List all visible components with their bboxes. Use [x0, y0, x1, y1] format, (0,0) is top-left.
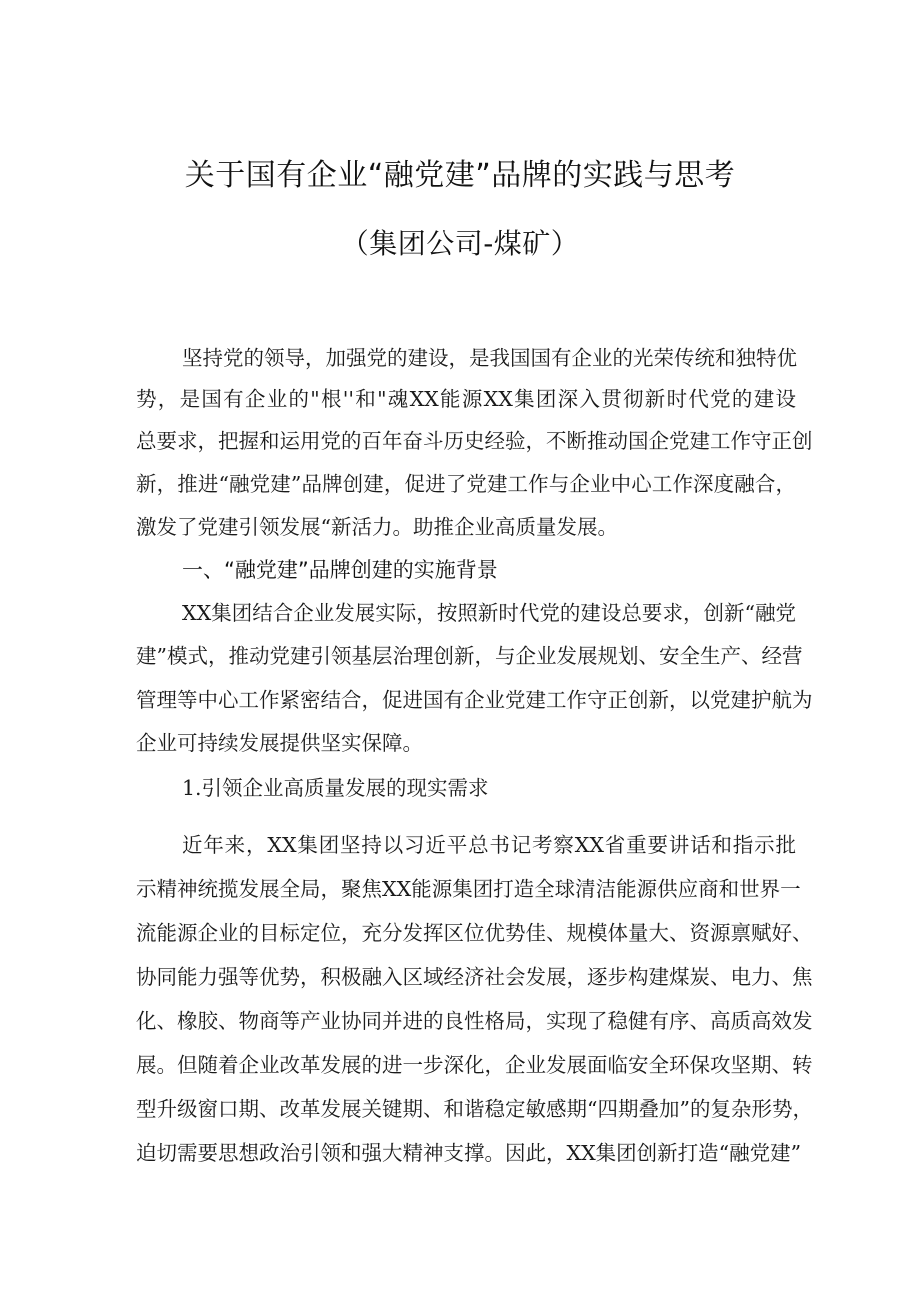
intro-line: 新，推进“融党建”品牌创建，促进了党建工作与企业中心工作深度融合， [136, 472, 796, 496]
subsection1-line: 迫切需要思想政治引领和强大精神支撑。因此，XX集团创新打造“融党建” [136, 1141, 802, 1165]
subsection1-line: 示精神统揽发展全局，聚焦XX能源集团打造全球清洁能源供应商和世界一 [136, 877, 801, 901]
document-subtitle: （集团公司-煤矿） [340, 227, 580, 260]
intro-line: 激发了党建引领发展“新活力。助推企业高质量发展。 [136, 515, 618, 539]
subsection1-line: 展。但随着企业改革发展的进一步深化，企业发展面临安全环保攻坚期、转 [136, 1053, 813, 1077]
section1-line: 企业可持续发展提供坚实保障。 [136, 731, 423, 755]
subsection1-line: 近年来，XX集团坚持以习近平总书记考察XX省重要讲话和指示批 [182, 833, 796, 857]
section1-line: XX集团结合企业发展实际，按照新时代党的建设总要求，创新“融党 [182, 601, 796, 625]
section1-line: 管理等中心工作紧密结合，促进国有企业党建工作守正创新，以党建护航为 [136, 688, 813, 712]
subsection-heading: 1.引领企业高质量发展的现实需求 [182, 776, 489, 800]
subsection1-line: 化、橡胶、物商等产业协同并进的良性格局，实现了稳健有序、高质高效发 [136, 1009, 813, 1033]
intro-line: 坚持党的领导，加强党的建设，是我国国有企业的光荣传统和独特优 [182, 346, 797, 370]
intro-line: 势，是国有企业的"根''和"魂XX能源XX集团深入贯彻新时代党的建设 [136, 387, 796, 411]
subsection1-line: 协同能力强等优势，积极融入区域经济社会发展，逐步构建煤炭、电力、焦 [136, 965, 813, 989]
section1-line: 建”模式，推动党建引领基层治理创新，与企业发展规划、安全生产、经营 [136, 644, 803, 668]
subsection1-line: 型升级窗口期、改革发展关键期、和谐稳定敏感期“四期叠加”的复杂形势， [136, 1097, 813, 1121]
intro-line: 总要求，把握和运用党的百年奋斗历史经验，不断推动国企党建工作守正创 [136, 429, 813, 453]
subsection1-line: 流能源企业的目标定位，充分发挥区位优势佳、规模体量大、资源禀赋好、 [136, 921, 813, 945]
document-title: 关于国有企业“融党建”品牌的实践与思考 [184, 158, 736, 193]
section-heading: 一、“融党建”品牌创建的实施背景 [182, 558, 498, 582]
